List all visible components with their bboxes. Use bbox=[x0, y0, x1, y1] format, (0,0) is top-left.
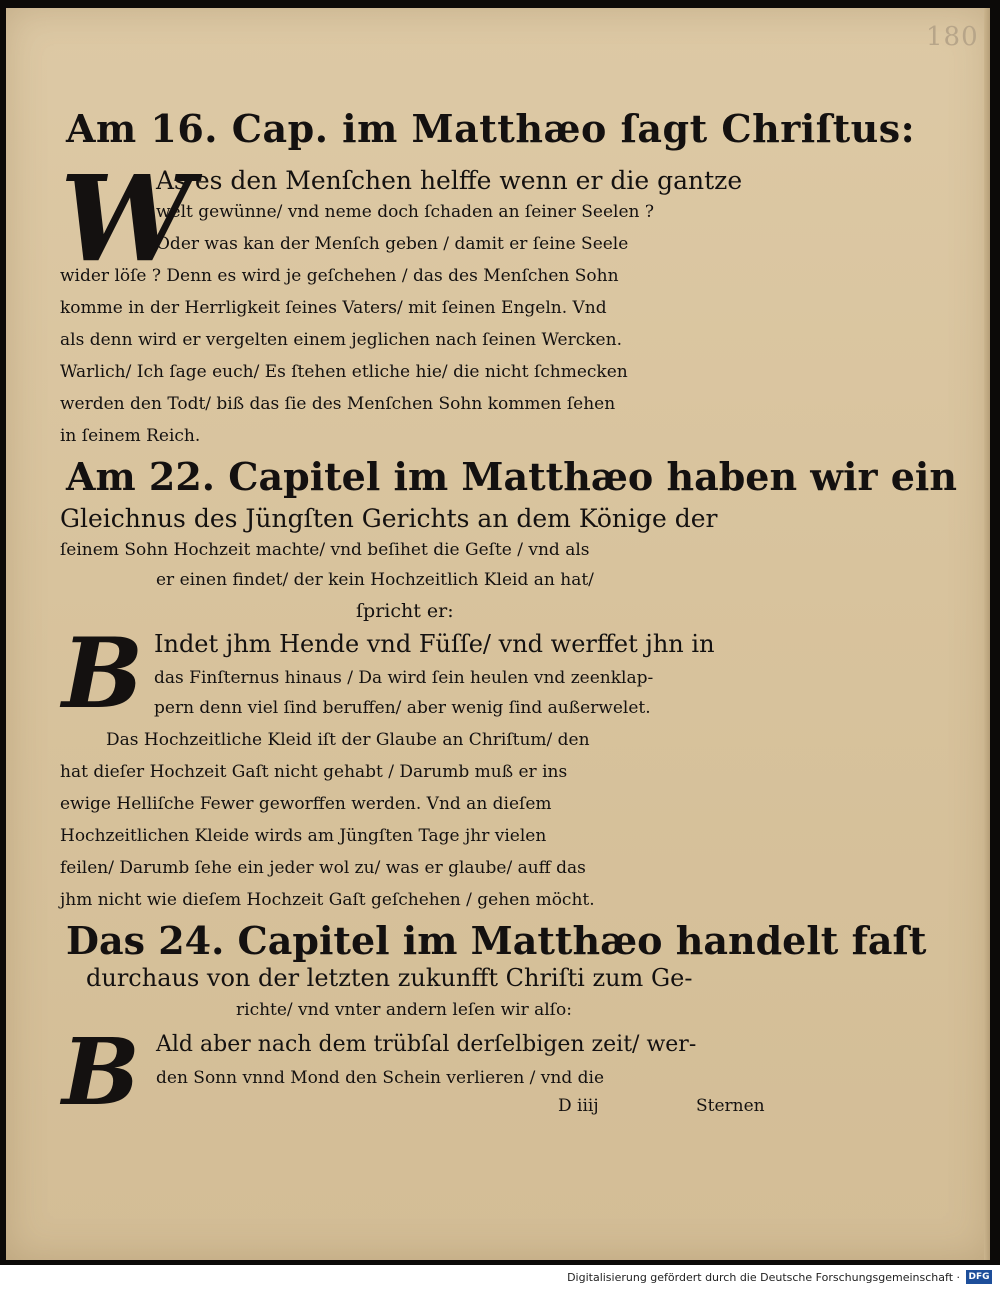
text-line: ſpricht er: bbox=[356, 600, 454, 622]
text-line: ſeinem Sohn Hochzeit machte/ vnd beſihet die Geſte / vnd als bbox=[60, 540, 590, 560]
text-line: werden den Todt/ biß das ſie des Menſchen Sohn kommen ſehen bbox=[60, 394, 616, 414]
text-line: Indet jhm Hende vnd Füſſe/ vnd werffet jhn in bbox=[154, 630, 715, 658]
text-line: Das Hochzeitliche Kleid iſt der Glaube an Chriſtum/ den bbox=[106, 730, 590, 750]
text-line: er einen findet/ der kein Hochzeitlich Kleid an hat/ bbox=[156, 570, 594, 590]
text-line: als denn wird er vergelten einem jeglichen nach ſeinen Wercken. bbox=[60, 330, 622, 350]
text-line: Oder was kan der Menſch geben / damit er ſeine Seele bbox=[156, 234, 629, 254]
text-line: Warlich/ Ich ſage euch/ Es ſtehen etliche hie/ die nicht ſchmecken bbox=[60, 362, 628, 382]
text-line: pern denn viel ſind beruffen/ aber wenig ſind außerwelet. bbox=[154, 698, 651, 718]
text-line: Ald aber nach dem trübſal derſelbigen zeit/ wer- bbox=[156, 1032, 697, 1057]
text-line: welt gewünne/ vnd neme doch ſchaden an ſeiner Seelen ? bbox=[156, 202, 654, 222]
section-heading-2: Am 22. Capitel im Matthæo haben wir ein bbox=[66, 454, 957, 499]
drop-cap-b-2: B bbox=[62, 1018, 140, 1126]
text-line: ewige Helliſche Fewer geworffen werden. Vnd an dieſem bbox=[60, 794, 552, 814]
book-page bbox=[6, 8, 990, 1260]
text-line: feilen/ Darumb ſehe ein jeder wol zu/ was er glaube/ auff das bbox=[60, 858, 586, 878]
section-heading-1: Am 16. Cap. im Matthæo ſagt Chriſtus: bbox=[66, 106, 916, 151]
text-line: jhm nicht wie dieſem Hochzeit Gaſt geſchehen / gehen möcht. bbox=[60, 890, 595, 910]
footer-bar bbox=[0, 1265, 1000, 1290]
drop-cap-w: W bbox=[60, 149, 193, 288]
text-line: richte/ vnd vnter andern leſen wir alſo: bbox=[236, 1000, 572, 1020]
folio-number: 180 bbox=[926, 22, 979, 52]
text-line: As es den Menſchen helffe wenn er die gantze bbox=[156, 166, 743, 195]
section-heading-3: Das 24. Capitel im Matthæo handelt faſt bbox=[66, 918, 927, 963]
signature-mark: D iiij bbox=[558, 1096, 599, 1116]
drop-cap-b: B bbox=[62, 617, 144, 730]
page-edge bbox=[984, 8, 990, 1260]
text-line: in ſeinem Reich. bbox=[60, 426, 201, 446]
text-line: das Finſternus hinaus / Da wird ſein heulen vnd zeenklap- bbox=[154, 668, 654, 688]
text-line: den Sonn vnnd Mond den Schein verlieren / vnd die bbox=[156, 1068, 605, 1088]
text-line: durchaus von der letzten zukunfft Chriſti zum Ge- bbox=[86, 964, 693, 992]
dfg-logo-icon: DFG bbox=[966, 1270, 992, 1284]
text-line: wider löſe ? Denn es wird je geſchehen / das des Menſchen Sohn bbox=[60, 266, 619, 286]
text-line: komme in der Herrligkeit ſeines Vaters/ mit ſeinen Engeln. Vnd bbox=[60, 298, 607, 318]
funding-credit: Digitalisierung gefördert durch die Deutsche Forschungsgemeinschaft · bbox=[567, 1271, 960, 1284]
text-line: Hochzeitlichen Kleide wirds am Jüngſten Tage jhr vielen bbox=[60, 826, 547, 846]
text-line: hat dieſer Hochzeit Gaſt nicht gehabt / Darumb muß er ins bbox=[60, 762, 568, 782]
catchword: Sternen bbox=[696, 1096, 765, 1116]
text-line: Gleichnus des Jüngſten Gerichts an dem Könige der bbox=[60, 504, 718, 533]
